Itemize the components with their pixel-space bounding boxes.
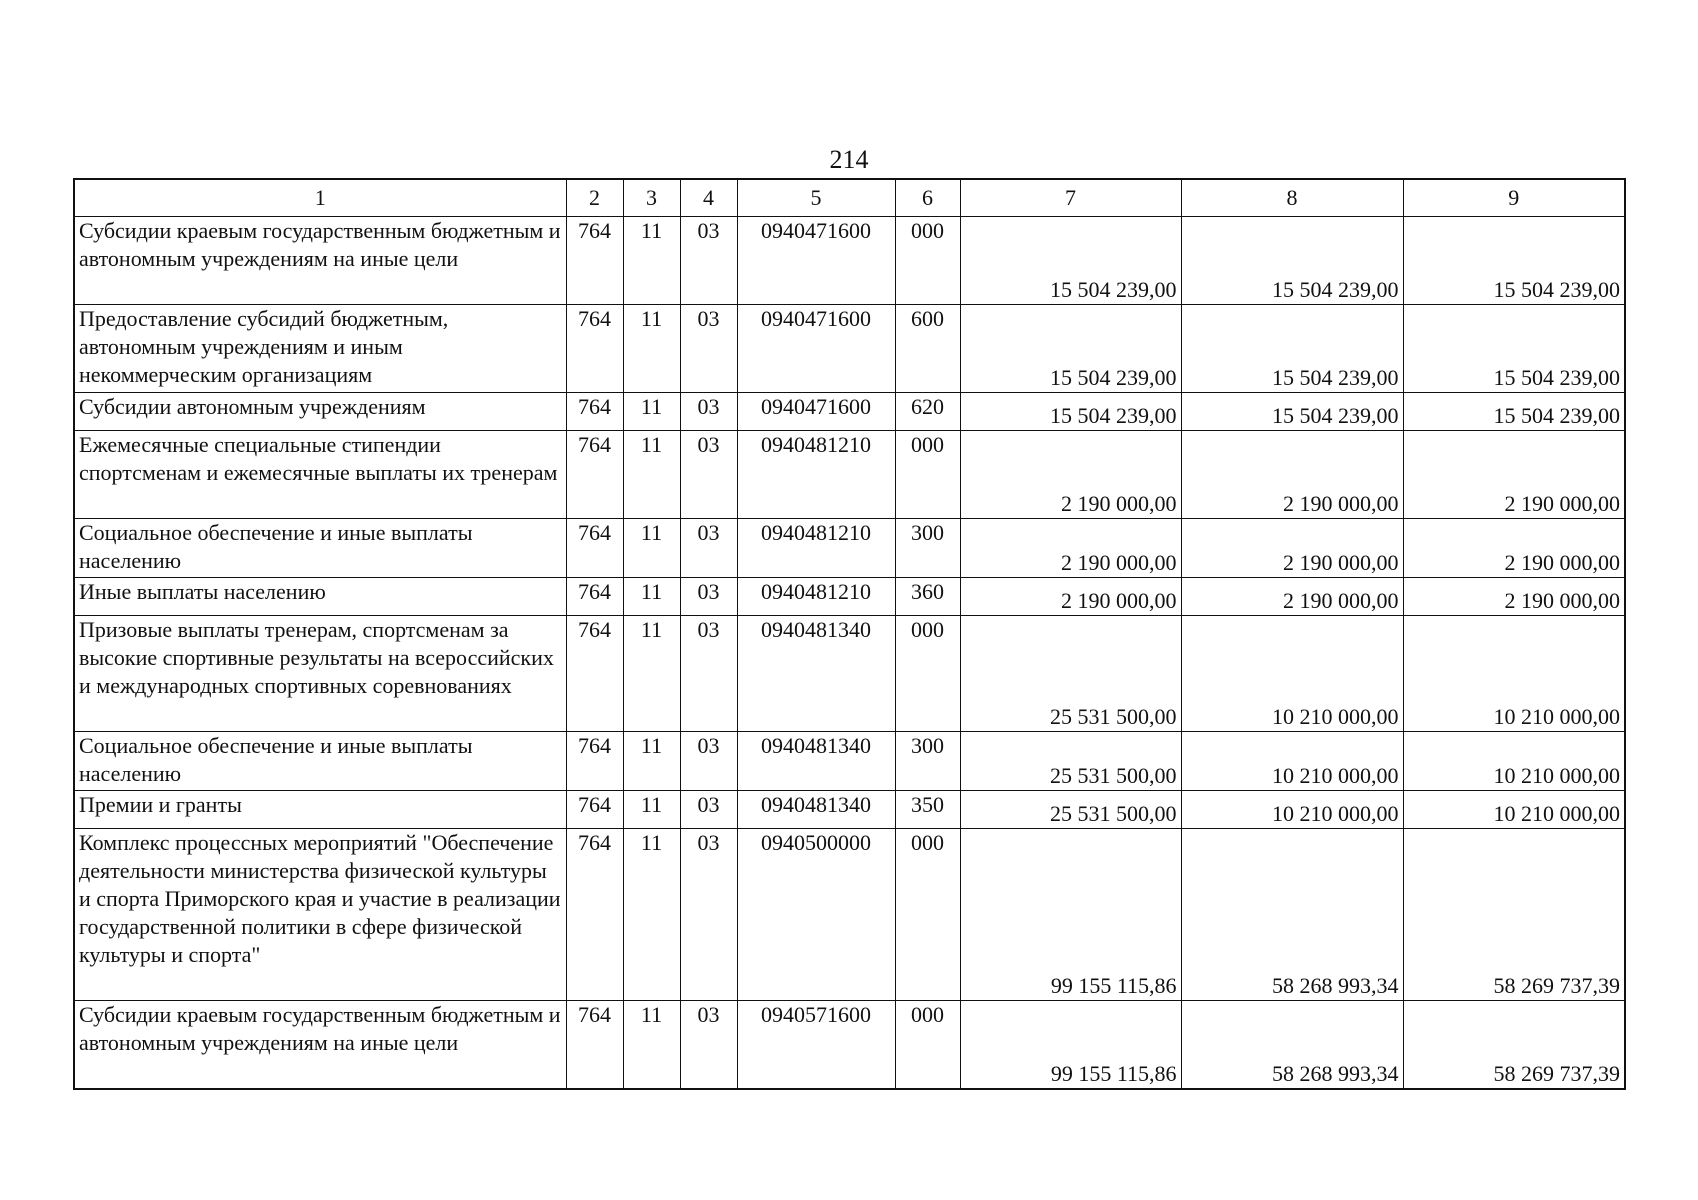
row-name: Субсидии краевым государственным бюджетным и автономным учреждениям на иные цели — [74, 217, 566, 305]
column-header-3: 3 — [623, 179, 680, 217]
column-header-9: 9 — [1403, 179, 1625, 217]
cell-amount-8: 10 210 000,00 — [1181, 732, 1403, 791]
column-header-2: 2 — [566, 179, 623, 217]
cell-amount-8: 15 504 239,00 — [1181, 305, 1403, 393]
table-row — [74, 616, 1625, 732]
cell-code-2: 764 — [566, 217, 623, 305]
column-header-4: 4 — [680, 179, 737, 217]
row-name: Социальное обеспечение и иные выплаты населению — [74, 519, 566, 578]
table-row — [74, 519, 1625, 578]
cell-amount-8: 58 268 993,34 — [1181, 1001, 1403, 1089]
cell-amount-8: 15 504 239,00 — [1181, 393, 1403, 431]
cell-code-6: 000 — [895, 431, 960, 519]
cell-code-3: 11 — [623, 393, 680, 431]
cell-code-2: 764 — [566, 578, 623, 616]
cell-code-2: 764 — [566, 431, 623, 519]
cell-code-2: 764 — [566, 305, 623, 393]
cell-code-4: 03 — [680, 791, 737, 829]
table-row — [74, 393, 1625, 431]
budget-table — [73, 178, 1626, 1090]
cell-code-6: 000 — [895, 1001, 960, 1089]
cell-code-5: 0940471600 — [737, 217, 895, 305]
table-row — [74, 1001, 1625, 1089]
cell-code-3: 11 — [623, 431, 680, 519]
cell-code-6: 350 — [895, 791, 960, 829]
cell-code-4: 03 — [680, 519, 737, 578]
row-name: Субсидии автономным учреждениям — [74, 393, 566, 431]
cell-amount-8: 58 268 993,34 — [1181, 829, 1403, 1001]
cell-amount-8: 10 210 000,00 — [1181, 616, 1403, 732]
table-row — [74, 217, 1625, 305]
row-name: Комплекс процессных мероприятий "Обеспечение деятельности министерства физической культуры и спорта Приморского края и участие в реализации государственной политики в сфере физической культуры и спорта" — [74, 829, 566, 1001]
cell-amount-7: 25 531 500,00 — [960, 791, 1181, 829]
table-row — [74, 732, 1625, 791]
cell-code-2: 764 — [566, 829, 623, 1001]
cell-amount-9: 10 210 000,00 — [1403, 616, 1625, 732]
row-name: Субсидии краевым государственным бюджетным и автономным учреждениям на иные цели — [74, 1001, 566, 1089]
table-row — [74, 829, 1625, 1001]
cell-code-2: 764 — [566, 616, 623, 732]
cell-code-5: 0940481210 — [737, 519, 895, 578]
cell-code-2: 764 — [566, 732, 623, 791]
cell-code-5: 0940471600 — [737, 393, 895, 431]
column-header-1: 1 — [74, 179, 566, 217]
cell-code-4: 03 — [680, 431, 737, 519]
cell-amount-9: 2 190 000,00 — [1403, 519, 1625, 578]
row-name: Иные выплаты населению — [74, 578, 566, 616]
cell-amount-7: 2 190 000,00 — [960, 519, 1181, 578]
column-header-6: 6 — [895, 179, 960, 217]
cell-code-6: 600 — [895, 305, 960, 393]
cell-code-3: 11 — [623, 519, 680, 578]
column-header-5: 5 — [737, 179, 895, 217]
cell-code-4: 03 — [680, 732, 737, 791]
cell-code-4: 03 — [680, 393, 737, 431]
cell-code-5: 0940481340 — [737, 732, 895, 791]
cell-amount-8: 15 504 239,00 — [1181, 217, 1403, 305]
cell-code-6: 300 — [895, 732, 960, 791]
cell-code-6: 000 — [895, 616, 960, 732]
cell-code-3: 11 — [623, 217, 680, 305]
cell-amount-9: 2 190 000,00 — [1403, 431, 1625, 519]
cell-code-4: 03 — [680, 578, 737, 616]
cell-code-5: 0940471600 — [737, 305, 895, 393]
cell-amount-7: 15 504 239,00 — [960, 217, 1181, 305]
cell-code-5: 0940481340 — [737, 791, 895, 829]
table-row — [74, 305, 1625, 393]
cell-code-4: 03 — [680, 616, 737, 732]
cell-code-3: 11 — [623, 829, 680, 1001]
cell-code-5: 0940481210 — [737, 578, 895, 616]
cell-amount-7: 2 190 000,00 — [960, 578, 1181, 616]
cell-amount-9: 10 210 000,00 — [1403, 791, 1625, 829]
cell-code-3: 11 — [623, 305, 680, 393]
row-name: Социальное обеспечение и иные выплаты населению — [74, 732, 566, 791]
cell-code-5: 0940500000 — [737, 829, 895, 1001]
cell-code-2: 764 — [566, 519, 623, 578]
cell-amount-7: 99 155 115,86 — [960, 829, 1181, 1001]
cell-code-4: 03 — [680, 305, 737, 393]
cell-code-6: 000 — [895, 829, 960, 1001]
row-name: Премии и гранты — [74, 791, 566, 829]
cell-amount-9: 10 210 000,00 — [1403, 732, 1625, 791]
cell-code-2: 764 — [566, 1001, 623, 1089]
cell-amount-9: 2 190 000,00 — [1403, 578, 1625, 616]
cell-code-4: 03 — [680, 1001, 737, 1089]
table-row — [74, 578, 1625, 616]
cell-amount-7: 15 504 239,00 — [960, 393, 1181, 431]
cell-code-4: 03 — [680, 829, 737, 1001]
cell-amount-9: 15 504 239,00 — [1403, 305, 1625, 393]
cell-code-3: 11 — [623, 578, 680, 616]
table-row — [74, 431, 1625, 519]
cell-amount-7: 25 531 500,00 — [960, 616, 1181, 732]
cell-amount-7: 25 531 500,00 — [960, 732, 1181, 791]
cell-amount-9: 15 504 239,00 — [1403, 393, 1625, 431]
row-name: Ежемесячные специальные стипендии спортсменам и ежемесячные выплаты их тренерам — [74, 431, 566, 519]
cell-code-6: 360 — [895, 578, 960, 616]
table-row — [74, 791, 1625, 829]
cell-amount-8: 2 190 000,00 — [1181, 519, 1403, 578]
cell-code-5: 0940481340 — [737, 616, 895, 732]
cell-code-2: 764 — [566, 393, 623, 431]
cell-amount-8: 10 210 000,00 — [1181, 791, 1403, 829]
header-row — [74, 179, 1625, 217]
cell-code-3: 11 — [623, 732, 680, 791]
cell-amount-9: 58 269 737,39 — [1403, 1001, 1625, 1089]
column-header-8: 8 — [1181, 179, 1403, 217]
cell-amount-8: 2 190 000,00 — [1181, 578, 1403, 616]
cell-amount-7: 15 504 239,00 — [960, 305, 1181, 393]
cell-code-3: 11 — [623, 791, 680, 829]
column-header-7: 7 — [960, 179, 1181, 217]
row-name: Призовые выплаты тренерам, спортсменам за высокие спортивные результаты на всероссийских и международных спортивных соревнованиях — [74, 616, 566, 732]
page-number: 214 — [829, 145, 869, 174]
cell-code-3: 11 — [623, 616, 680, 732]
cell-code-5: 0940481210 — [737, 431, 895, 519]
row-name: Предоставление субсидий бюджетным, автономным учреждениям и иным некоммерческим организациям — [74, 305, 566, 393]
cell-code-6: 300 — [895, 519, 960, 578]
cell-amount-7: 2 190 000,00 — [960, 431, 1181, 519]
cell-amount-8: 2 190 000,00 — [1181, 431, 1403, 519]
cell-code-2: 764 — [566, 791, 623, 829]
cell-amount-9: 15 504 239,00 — [1403, 217, 1625, 305]
cell-code-6: 000 — [895, 217, 960, 305]
cell-code-4: 03 — [680, 217, 737, 305]
cell-code-6: 620 — [895, 393, 960, 431]
cell-code-3: 11 — [623, 1001, 680, 1089]
cell-amount-7: 99 155 115,86 — [960, 1001, 1181, 1089]
cell-code-5: 0940571600 — [737, 1001, 895, 1089]
cell-amount-9: 58 269 737,39 — [1403, 829, 1625, 1001]
